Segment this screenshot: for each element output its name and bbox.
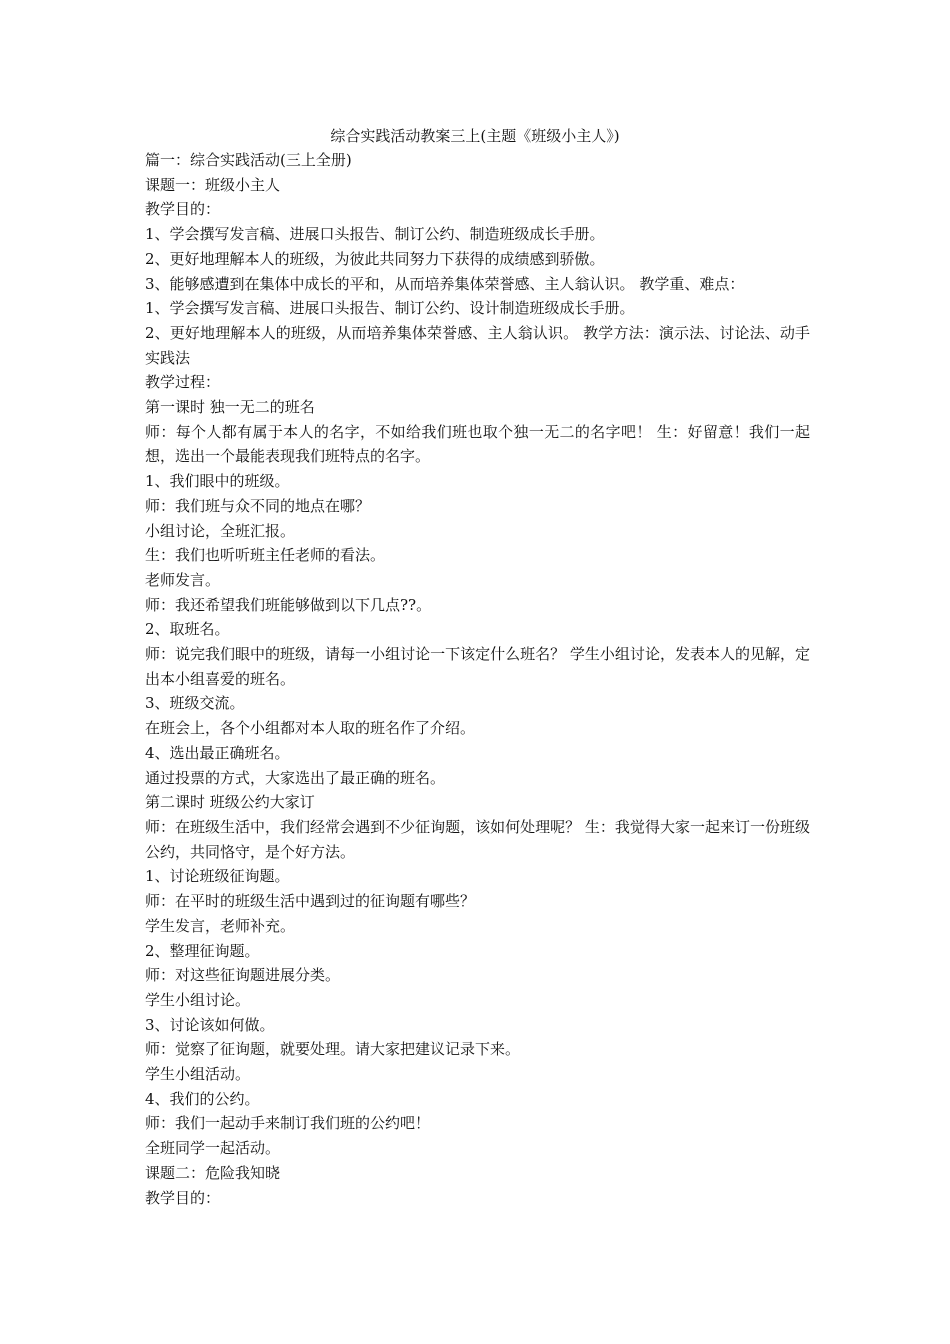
document-paragraph: 第一课时 独一无二的班名 <box>145 398 315 417</box>
document-paragraph: 1、我们眼中的班级。 <box>145 472 290 491</box>
document-paragraph: 4、我们的公约。 <box>145 1089 260 1108</box>
document-paragraph: 师：觉察了征询题，就要处理。请大家把建议记录下来。 <box>145 1040 521 1059</box>
document-paragraph: 2、更好地理解本人的班级，从而培养集体荣誉感、主人翁认识。 教学方法：演示法、讨论法、动手实践法 <box>145 323 810 367</box>
document-paragraph: 生：我们也听听班主任老师的看法。 <box>145 546 386 565</box>
document-paragraph: 师：对这些征询题进展分类。 <box>145 966 341 985</box>
document-paragraph: 师：在平时的班级生活中遇到过的征询题有哪些？ <box>145 892 476 911</box>
document-paragraph: 教学目的： <box>145 200 221 219</box>
document-paragraph: 通过投票的方式，大家选出了最正确的班名。 <box>145 768 446 787</box>
document-paragraph: 3、讨论该如何做。 <box>145 1015 275 1034</box>
document-paragraph: 老师发言。 <box>145 570 221 589</box>
document-paragraph: 篇一：综合实践活动(三上全册) <box>145 151 352 169</box>
document-paragraph: 学生小组活动。 <box>145 1065 251 1084</box>
document-paragraph: 课题一：班级小主人 <box>145 175 281 194</box>
document-paragraph: 师：我们班与众不同的地点在哪？ <box>145 496 371 515</box>
document-paragraph: 1、讨论班级征询题。 <box>145 867 290 886</box>
document-paragraph: 2、更好地理解本人的班级，为彼此共同努力下获得的成绩感到骄傲。 <box>145 249 605 268</box>
document-paragraph: 3、班级交流。 <box>145 694 245 713</box>
document-paragraph: 课题二：危险我知晓 <box>145 1163 281 1182</box>
document-paragraph: 师：我们一起动手来制订我们班的公约吧！ <box>145 1114 431 1133</box>
document-paragraph: 1、学会撰写发言稿、进展口头报告、制订公约、设计制造班级成长手册。 <box>145 299 635 318</box>
document-paragraph: 学生发言，老师补充。 <box>145 916 296 935</box>
document-paragraph: 师：说完我们眼中的班级，请每一小组讨论一下该定什么班名？ 学生小组讨论，发表本人的见解，定出本小组喜爱的班名。 <box>145 645 810 688</box>
document-body <box>145 148 810 1210</box>
document-paragraph: 师：我还希望我们班能够做到以下几点??。 <box>145 595 432 614</box>
document-paragraph: 教学目的： <box>145 1188 221 1207</box>
document-paragraph: 师：每个人都有属于本人的名字，不如给我们班也取个独一无二的名字吧！ 生：好留意！我们一起想，选出一个最能表现我们班特点的名字。 <box>145 422 810 466</box>
document-paragraph: 教学过程： <box>145 373 221 392</box>
document-paragraph: 2、取班名。 <box>145 620 230 639</box>
document-title: 综合实践活动教案三上(主题《班级小主人》) <box>330 127 620 145</box>
document-paragraph: 全班同学一起活动。 <box>145 1139 281 1158</box>
document-paragraph: 1、学会撰写发言稿、进展口头报告、制订公约、制造班级成长手册。 <box>145 225 605 244</box>
document-paragraph: 学生小组讨论。 <box>145 990 251 1009</box>
document-paragraph: 第二课时 班级公约大家订 <box>145 793 315 812</box>
document-paragraph: 师：在班级生活中，我们经常会遇到不少征询题，该如何处理呢？ 生：我觉得大家一起来订一份班级公约，共同恪守，是个好方法。 <box>145 817 810 861</box>
document-paragraph: 3、能够感遭到在集体中成长的平和，从而培养集体荣誉感、主人翁认识。 教学重、难点： <box>145 274 745 293</box>
document-paragraph: 4、选出最正确班名。 <box>145 743 290 762</box>
document-paragraph: 在班会上，各个小组都对本人取的班名作了介绍。 <box>145 719 476 738</box>
document-paragraph: 2、整理征询题。 <box>145 941 260 960</box>
document-paragraph: 小组讨论，全班汇报。 <box>145 521 296 540</box>
